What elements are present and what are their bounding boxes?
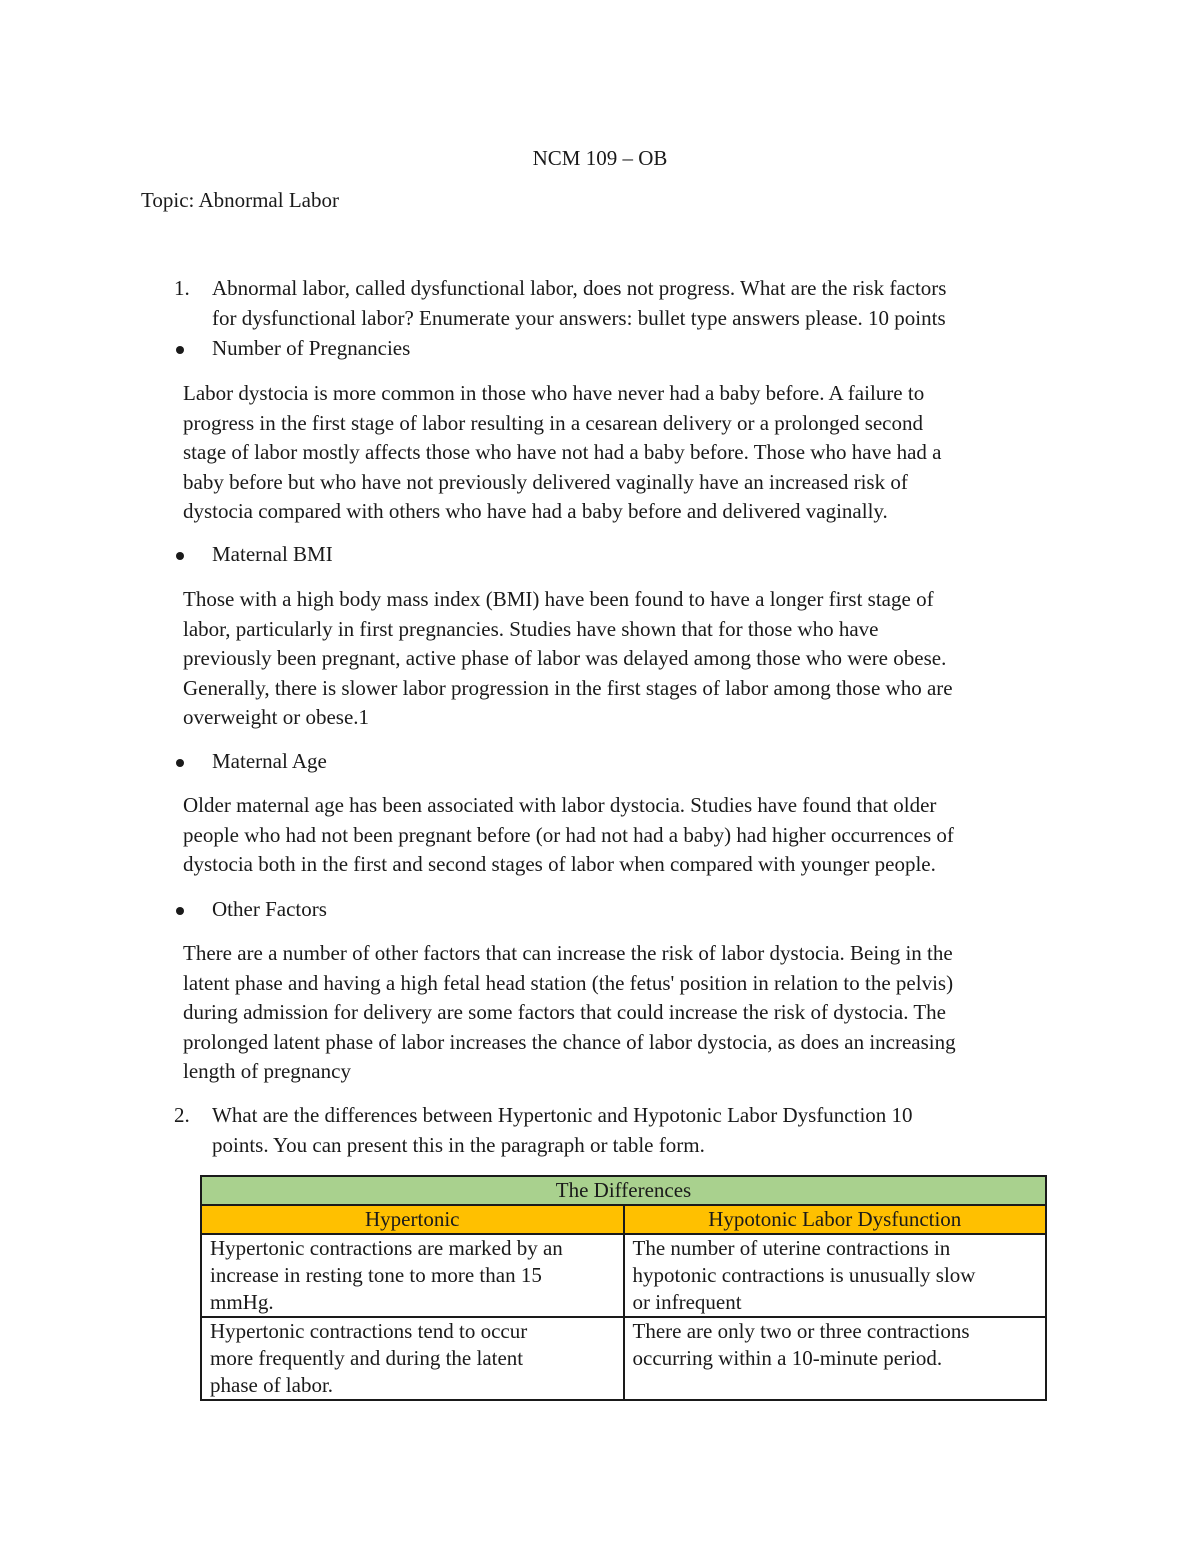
topic-line: Topic: Abnormal Labor — [141, 188, 339, 212]
cell-line: hypotonic contractions is unusually slow — [632, 1263, 976, 1287]
paragraph-line: baby before but who have not previously delivered vaginally have an increased risk of — [183, 469, 908, 494]
column-header-hypotonic: Hypotonic Labor Dysfunction — [624, 1205, 1047, 1234]
cell-line: occurring within a 10-minute period. — [632, 1346, 943, 1370]
question-2 — [174, 1101, 1092, 1160]
paragraph-line: Labor dystocia is more common in those who have never had a baby before. A failure to — [183, 381, 925, 405]
paragraph-number-of-pregnancies — [183, 379, 1063, 527]
paragraph-line: dystocia compared with others who have had a baby before and delivered vaginally. — [183, 499, 888, 523]
cell-line: increase in resting tone to more than 15 — [210, 1263, 542, 1287]
paragraph-line: labor, particularly in first pregnancies. Studies have shown that for those who have — [183, 616, 879, 641]
table-cell — [201, 1234, 624, 1317]
table-cell — [201, 1317, 624, 1400]
bullet-dot-icon — [176, 907, 184, 915]
question-2-line-2: points. You can present this in the paragraph or table form. — [212, 1132, 705, 1157]
differences-table — [200, 1175, 1047, 1401]
cell-line: Hypertonic contractions tend to occur — [210, 1319, 528, 1343]
bullet-title: Maternal Age — [212, 749, 327, 773]
paragraph-line: dystocia both in the first and second stages of labor when compared with younger people. — [183, 852, 936, 876]
paragraph-other-factors — [183, 939, 1063, 1087]
question-2-line-1: What are the differences between Hypertonic and Hypotonic Labor Dysfunction 10 — [212, 1103, 913, 1127]
question-1 — [174, 274, 1092, 333]
paragraph-line: progress in the first stage of labor resulting in a cesarean delivery or a prolonged second — [183, 410, 924, 435]
cell-line: phase of labor. — [210, 1373, 334, 1397]
bullet-other-factors — [212, 895, 327, 925]
bullet-dot-icon — [176, 552, 184, 560]
paragraph-maternal-age — [183, 791, 1063, 880]
question-1-line-1: Abnormal labor, called dysfunctional labor, does not progress. What are the risk factors — [212, 276, 947, 300]
bullet-maternal-age — [212, 747, 327, 777]
bullet-maternal-bmi — [212, 540, 333, 570]
table-cell — [624, 1234, 1047, 1317]
table-caption: The Differences — [201, 1176, 1046, 1205]
table-row — [201, 1317, 1046, 1400]
paragraph-line: There are a number of other factors that can increase the risk of labor dystocia. Being in the — [183, 941, 953, 965]
paragraph-line: Generally, there is slower labor progression in the first stages of labor among those who are — [183, 675, 953, 700]
paragraph-line: overweight or obese.1 — [183, 705, 370, 729]
cell-line: or infrequent — [632, 1290, 742, 1314]
paragraph-line: Older maternal age has been associated with labor dystocia. Studies have found that older — [183, 793, 937, 817]
bullet-title: Other Factors — [212, 897, 327, 921]
table-caption-row — [201, 1176, 1046, 1205]
bullet-number-of-pregnancies — [212, 334, 410, 364]
column-header-hypertonic: Hypertonic — [201, 1205, 624, 1234]
bullet-title: Maternal BMI — [212, 542, 333, 566]
cell-line: more frequently and during the latent — [210, 1346, 524, 1370]
cell-line: There are only two or three contractions — [632, 1319, 970, 1343]
paragraph-line: during admission for delivery are some factors that could increase the risk of dystocia. The — [183, 1000, 946, 1024]
question-1-number: 1. — [174, 276, 190, 300]
bullet-dot-icon — [176, 759, 184, 767]
paragraph-maternal-bmi — [183, 585, 1063, 733]
table-row — [201, 1234, 1046, 1317]
bullet-dot-icon — [176, 346, 184, 354]
question-1-line-2: for dysfunctional labor? Enumerate your answers: bullet type answers please. 10 points — [212, 305, 946, 330]
cell-line: mmHg. — [210, 1290, 274, 1314]
question-2-number: 2. — [174, 1103, 190, 1127]
paragraph-line: stage of labor mostly affects those who have not had a baby before. Those who have had a — [183, 440, 942, 464]
paragraph-line: previously been pregnant, active phase of labor was delayed among those who were obese. — [183, 646, 947, 670]
cell-line: The number of uterine contractions in — [632, 1236, 951, 1260]
paragraph-line: people who had not been pregnant before (or had not had a baby) had higher occurrences of — [183, 822, 954, 847]
paragraph-line: length of pregnancy — [183, 1059, 351, 1083]
paragraph-line: Those with a high body mass index (BMI) have been found to have a longer first stage of — [183, 587, 934, 611]
bullet-title: Number of Pregnancies — [212, 336, 411, 360]
table-header-row — [201, 1205, 1046, 1234]
document-title: NCM 109 – OB — [532, 146, 668, 170]
paragraph-line: latent phase and having a high fetal head station (the fetus' position in relation to the pelvis) — [183, 970, 954, 995]
table-cell — [624, 1317, 1047, 1400]
cell-line: Hypertonic contractions are marked by an — [210, 1236, 563, 1260]
paragraph-line: prolonged latent phase of labor increases the chance of labor dystocia, as does an increasing — [183, 1029, 956, 1054]
